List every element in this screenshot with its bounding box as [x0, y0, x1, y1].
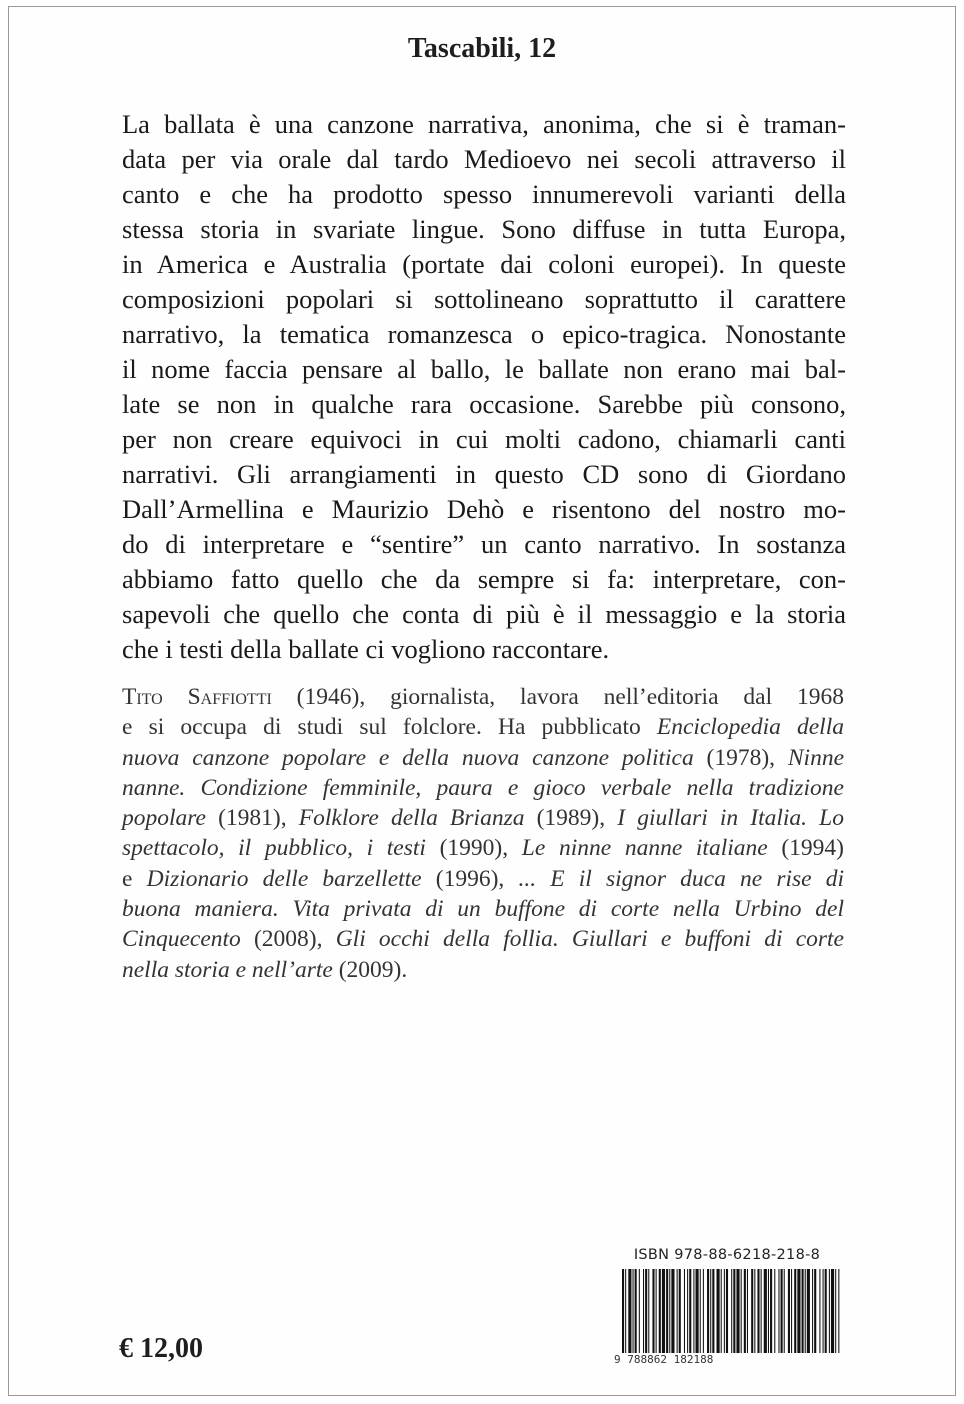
barcode-bar [794, 1269, 796, 1353]
barcode-bar [625, 1269, 626, 1353]
description-line: abbiamo fatto quello che da sempre si fa: interpretare, con- [122, 564, 846, 594]
barcode-bar [721, 1269, 722, 1353]
book-title: Dizionario delle barzellette [146, 865, 422, 892]
description-line: narrativi. Gli arrangiamenti in questo CD sono di Giordano [122, 459, 846, 489]
bio-line: Tito Saffiotti (1946), giornalista, lavora nell’editoria dal 1968 [122, 684, 844, 710]
bio-line: nuova canzone popolare e della nuova canzone politica (1978), Ninne [122, 744, 844, 771]
barcode-bar [812, 1269, 813, 1353]
barcode-bar [774, 1269, 775, 1353]
bio-line: e Dizionario delle barzellette (1996), ... E il signor duca ne rise di [122, 865, 845, 892]
description-line: sapevoli che quello che conta di più è il messaggio e la storia [122, 599, 846, 629]
barcode-bar [829, 1269, 830, 1353]
bio-line: popolare (1981), Folklore della Brianza (1989), I giullari in Italia. Lo [122, 805, 844, 832]
barcode-bar [733, 1269, 735, 1353]
barcode-bar [784, 1269, 785, 1353]
barcode-bar [761, 1269, 762, 1353]
barcode-bar [751, 1269, 753, 1353]
description-line: narrativo, la tematica romanzesca o epico-tragica. Nonostante [122, 319, 846, 349]
barcode-bar [703, 1269, 704, 1353]
description-line: La ballata è una canzone narrativa, anonima, che si è traman- [122, 109, 846, 139]
barcode-bar [700, 1269, 701, 1353]
book-title: nuova canzone popolare e della nuova canzone politica [122, 744, 694, 771]
description-line: late se non in qualche rara occasione. Sarebbe più consono, [122, 389, 846, 419]
barcode-bar [724, 1269, 725, 1353]
description-line: Dall’Armellina e Maurizio Dehò e risentono del nostro mo- [122, 494, 846, 524]
barcode-bar [823, 1269, 824, 1353]
barcode-icon [622, 1269, 840, 1353]
barcode-bar [770, 1269, 772, 1353]
bio-line [122, 894, 844, 924]
barcode-bar [788, 1269, 790, 1353]
bio-line [122, 773, 844, 803]
barcode-bar [643, 1269, 644, 1353]
barcode-bar [687, 1269, 688, 1353]
book-title: nanne. Condizione femminile, paura e gioco verbale nella tradizione [122, 774, 844, 801]
description-text [122, 107, 846, 667]
barcode-bar [679, 1269, 681, 1353]
price-label: € 12,00 [119, 1333, 203, 1364]
barcode-bar [802, 1269, 804, 1353]
author-bio [122, 682, 844, 985]
barcode-bar [819, 1269, 820, 1353]
barcode-bar [666, 1269, 668, 1353]
barcode-bar [712, 1269, 714, 1353]
description-line: canto e che ha prodotto spesso innumerevoli varianti della [122, 179, 846, 209]
book-back-cover [8, 6, 956, 1396]
barcode-bar [747, 1269, 748, 1353]
book-title: Gli occhi della follia. Giullari e buffoni di corte [335, 926, 844, 953]
description-line: in America e Australia (portate dai coloni europei). In queste [122, 249, 846, 279]
bio-line: nella storia e nell’arte (2009). [122, 956, 408, 983]
book-title: I giullari in Italia. Lo [617, 805, 844, 832]
barcode-bar [671, 1269, 674, 1353]
book-title: spettacolo, il pubblico, i testi [122, 835, 426, 862]
barcode-bar [744, 1269, 746, 1353]
series-title: Tascabili, 12 [407, 33, 557, 64]
description-line: stessa storia in svariate lingue. Sono diffuse in tutta Europa, [122, 214, 846, 244]
barcode-block [614, 1247, 852, 1377]
barcode-bar [741, 1269, 742, 1353]
barcode-bar [707, 1269, 709, 1353]
description-line: do di interpretare e “sentire” un canto narrativo. In sostanza [122, 529, 846, 559]
bio-line: e si occupa di studi sul folclore. Ha pubblicato Enciclopedia della [122, 714, 844, 741]
bio-line: Cinquecento (2008), Gli occhi della follia. Giullari e buffoni di corte [122, 926, 844, 953]
book-title: Folklore della Brianza [298, 805, 525, 832]
barcode-bar [797, 1269, 800, 1353]
barcode-bar [677, 1269, 678, 1353]
description-line: data per via orale dal tardo Medioevo nei secoli attraverso il [122, 144, 846, 174]
barcode-bar [807, 1269, 810, 1353]
barcode-bar [662, 1269, 665, 1353]
barcode-bar [731, 1269, 732, 1353]
book-title: Cinquecento [122, 926, 241, 953]
barcode-bar [693, 1269, 694, 1353]
barcode-bar [710, 1269, 711, 1353]
barcode-bar [764, 1269, 767, 1353]
barcode-bar [838, 1269, 839, 1353]
description-line: per non creare equivoci in cui molti cadono, chiamarli canti [122, 424, 846, 454]
barcode-bar [781, 1269, 783, 1353]
barcode-bar [635, 1269, 637, 1353]
barcode-bar [757, 1269, 759, 1353]
barcode-bar [717, 1269, 720, 1353]
barcode-bar [669, 1269, 670, 1353]
barcode-bar [648, 1269, 649, 1353]
barcode-bar [696, 1269, 699, 1353]
book-title: buona maniera. Vita privata di un buffone di corte nella Urbino del [122, 896, 844, 923]
barcode-bar [689, 1269, 691, 1353]
author-name: Tito Saffiotti [122, 684, 272, 710]
barcode-bar [659, 1269, 661, 1353]
book-title: Enciclopedia della [656, 714, 844, 741]
barcode-bar [645, 1269, 647, 1353]
barcode-bar [768, 1269, 769, 1353]
isbn-label: ISBN 978-88-6218-218-8 [633, 1247, 821, 1263]
description-line: composizioni popolari si sottolineano soprattutto il carattere [122, 284, 846, 314]
barcode-bar [814, 1269, 816, 1353]
barcode-bar [831, 1269, 834, 1353]
barcode-bar [825, 1269, 827, 1353]
description-line: che i testi della ballate ci vogliono raccontare. [122, 634, 610, 664]
book-title: Le ninne nanne italiane [521, 835, 768, 862]
book-title: popolare [122, 805, 206, 832]
barcode-digits: 9 788862 182188 [614, 1353, 714, 1366]
barcode-bar [754, 1269, 755, 1353]
barcode-bar [736, 1269, 739, 1353]
bio-line: spettacolo, il pubblico, i testi (1990), Le ninne nanne italiane (1994) [122, 835, 845, 862]
barcode-bar [805, 1269, 806, 1353]
book-title: ... E il signor duca ne rise di [518, 865, 845, 892]
barcode-bar [835, 1269, 836, 1353]
barcode-bar [652, 1269, 654, 1353]
barcode-bar [633, 1269, 634, 1353]
description-line: il nome faccia pensare al ballo, le ballate non erano mai bal- [122, 354, 846, 384]
barcode-bar [628, 1269, 631, 1353]
barcode-bar [656, 1269, 657, 1353]
barcode-bar [726, 1269, 728, 1353]
barcode-bar [684, 1269, 685, 1353]
barcode-bar [639, 1269, 640, 1353]
book-title: nella storia e nell’arte [122, 956, 333, 983]
barcode-bar [778, 1269, 779, 1353]
book-title: Ninne [787, 744, 844, 771]
barcode-bar [791, 1269, 792, 1353]
barcode-bar [622, 1269, 624, 1353]
